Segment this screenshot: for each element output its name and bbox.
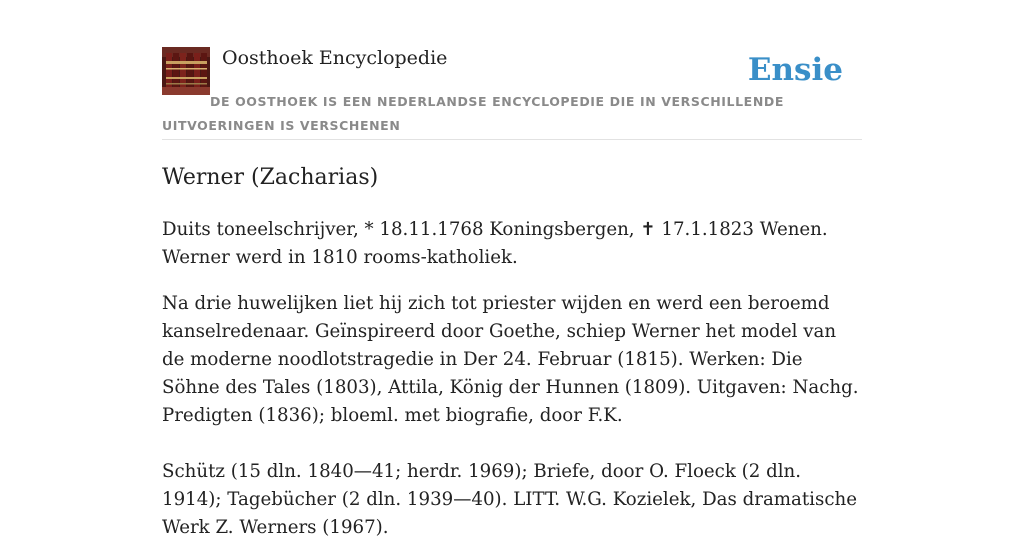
ensie-logo[interactable]: Ensie: [747, 52, 843, 88]
article-paragraph: Duits toneelschrijver, * 18.11.1768 Koningsbergen, ✝ 17.1.1823 Wenen. Werner werd in 1810 rooms-katholiek.: [162, 219, 828, 268]
article-title: Werner (Zacharias): [162, 165, 379, 190]
header-divider: [162, 139, 862, 140]
site-title[interactable]: Oosthoek Encyclopedie: [222, 47, 448, 69]
article: [162, 160, 864, 542]
article-paragraph: Schütz (15 dln. 1840—41; herdr. 1969); Briefe, door O. Floeck (2 dln. 1914); Tagebücher (2 dln. 1939—40). LITT. W.G. Kozielek, Das dramatische Werk Z. Werners (1967).: [162, 461, 858, 538]
article-paragraph: Na drie huwelijken liet hij zich tot priester wijden en werd een beroemd kanselredenaar. Geïnspireerd door Goethe, schiep Werner het model van de moderne noodlotstragedie in Der 24. Februar (1815). Werken: Die Söhne des Tales (1803), Attila, König der Hunnen (1809). Uitgaven: Nachg. Predigten (1836); bloeml. met biografie, door F.K.: [162, 293, 859, 426]
encyclopedia-books-icon[interactable]: [162, 47, 210, 95]
site-tagline: DE OOSTHOEK IS EEN NEDERLANDSE ENCYCLOPEDIE DIE IN VERSCHILLENDE UITVOERINGEN IS VERSCHENEN: [162, 94, 784, 133]
site-header: [162, 46, 862, 140]
